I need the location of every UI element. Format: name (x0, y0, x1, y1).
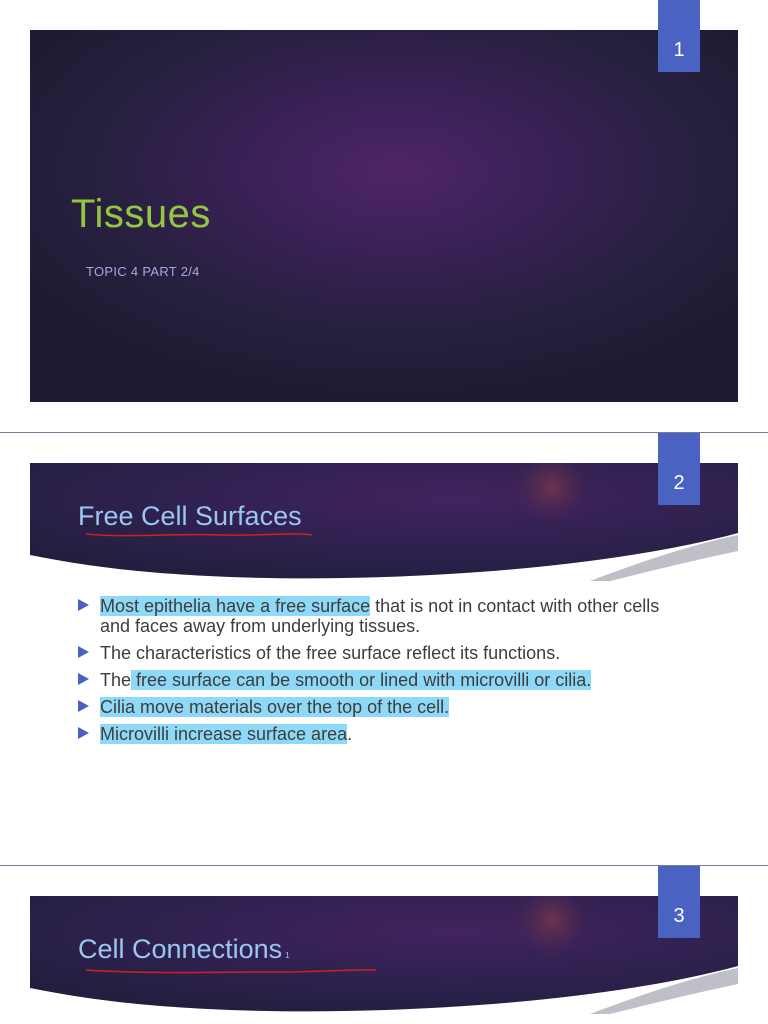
bullet-item (78, 724, 678, 744)
bullet-text: that is not in contact with other cells and faces away from underlying tissues. (100, 596, 660, 636)
bullet-arrow-icon (78, 646, 89, 658)
slide-title: Tissues (71, 192, 211, 236)
slide-subtitle: TOPIC 4 PART 2/4 (86, 264, 200, 279)
bullet-text: The characteristics of the free surface reflect its functions. (100, 643, 561, 663)
slide-banner (30, 463, 738, 581)
slide-2 (0, 433, 768, 865)
bullet-arrow-icon (78, 599, 89, 611)
red-annotation-underline (84, 966, 384, 976)
bullet-text: The (100, 670, 132, 690)
highlighted-text: Microvilli increase surface area (100, 724, 348, 744)
bullet-item (78, 643, 678, 663)
slide-1 (0, 0, 768, 432)
bullet-item (78, 596, 678, 636)
slide-number-tab: 2 (658, 433, 700, 505)
slide-title (78, 934, 290, 965)
bullet-text: . (347, 724, 353, 744)
bullet-arrow-icon (78, 700, 89, 712)
slide-title-mark: 1 (285, 951, 290, 960)
slide-number-tab: 3 (658, 866, 700, 938)
highlighted-text: Most epithelia have a free surface (100, 596, 371, 616)
slide-title: Free Cell Surfaces (78, 501, 302, 531)
red-annotation-underline (84, 529, 314, 539)
bullet-arrow-icon (78, 673, 89, 685)
slide-banner (30, 896, 738, 1014)
slide-3 (0, 866, 768, 1024)
bullet-list (78, 596, 678, 751)
highlighted-text: free surface can be smooth or lined with microvilli or cilia. (131, 670, 592, 690)
slide-title-text: Cell Connections (78, 934, 283, 964)
slide-number-tab: 1 (658, 0, 700, 72)
highlighted-text: Cilia move materials over the top of the cell. (100, 697, 450, 717)
bullet-item (78, 670, 678, 690)
bullet-item (78, 697, 678, 717)
bullet-arrow-icon (78, 727, 89, 739)
